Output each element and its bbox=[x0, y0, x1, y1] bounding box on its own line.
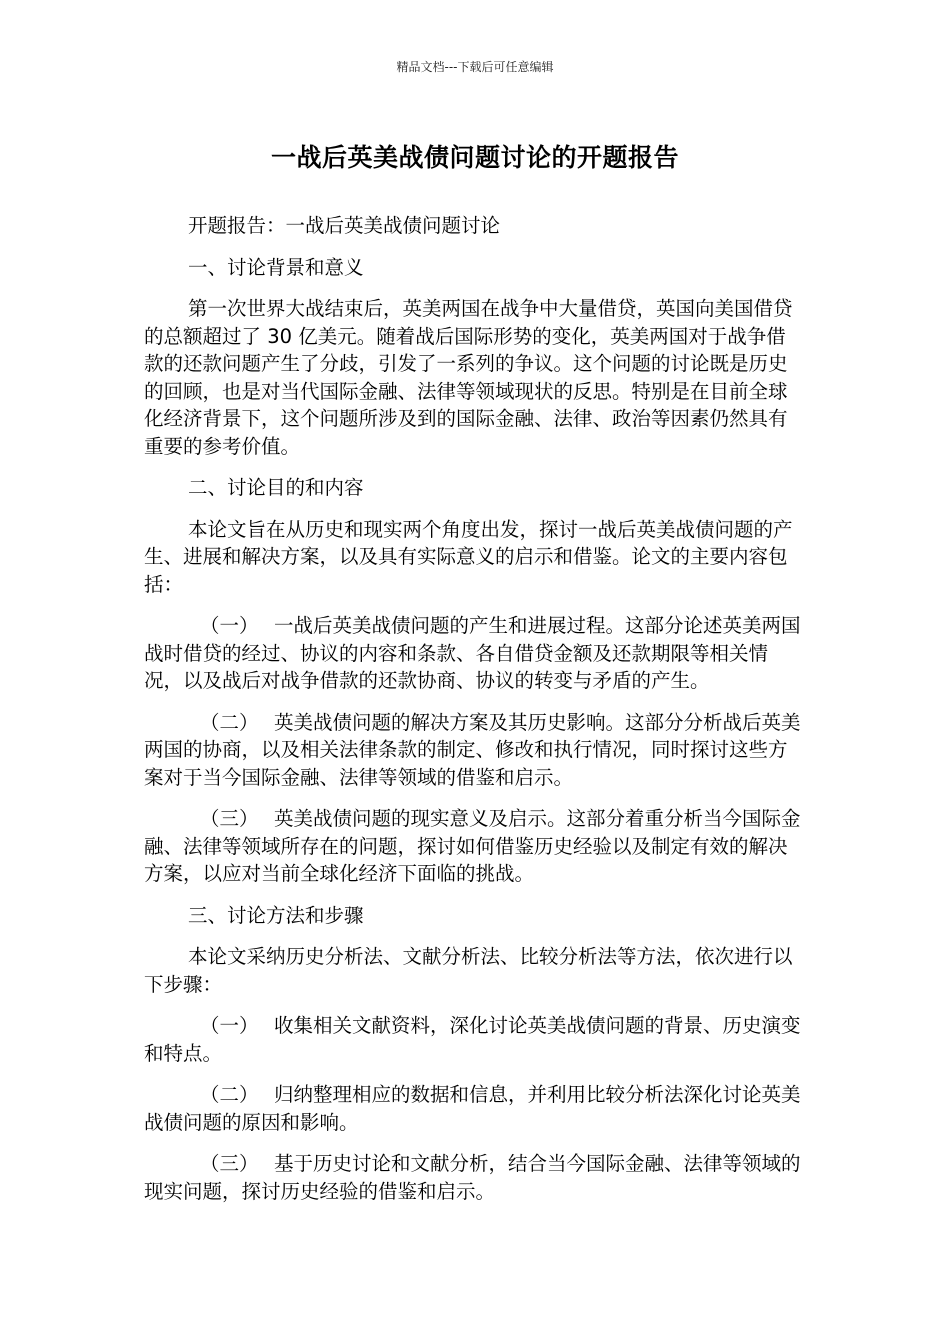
content-item bbox=[144, 805, 804, 888]
item-text: 英美战债问题的解决方案及其历史影响。这部分分析战后英美两国的协商，以及相关法律条款的制定、修改和执行情况，同时探讨这些方案对于当今国际金融、法律等领域的借鉴和启示。 bbox=[144, 710, 801, 789]
intro-line: 开题报告：一战后英美战债问题讨论 bbox=[188, 214, 501, 237]
document-title: 一战后英美战债问题讨论的开题报告 bbox=[270, 143, 679, 172]
section-heading-background: 一、讨论背景和意义 bbox=[188, 255, 364, 279]
item-text: 归纳整理相应的数据和信息，并利用比较分析法深化讨论英美战债问题的原因和影响。 bbox=[144, 1083, 801, 1134]
page-header: 精品文档---下载后可任意编辑 bbox=[396, 60, 554, 74]
content-item bbox=[144, 612, 804, 695]
section-heading-purpose: 二、讨论目的和内容 bbox=[188, 476, 364, 499]
section-heading-method: 三、讨论方法和步骤 bbox=[188, 903, 364, 927]
step-item bbox=[144, 1012, 804, 1067]
content-item bbox=[144, 709, 804, 792]
item-number: （三） bbox=[200, 807, 259, 830]
item-text: 英美战债问题的现实意义及启示。这部分着重分析当今国际金融、法律等领域所存在的问题，探讨如何借鉴历史经验以及制定有效的解决方案，以应对当前全球化经济下面临的挑战。 bbox=[144, 807, 801, 885]
item-text: 一战后英美战债问题的产生和进展过程。这部分论述英美两国战时借贷的经过、协议的内容和条款、各自借贷金额及还款期限等相关情况，以及战后对战争借款的还款协商、协议的转变与矛盾的产生。 bbox=[144, 614, 801, 692]
step-item bbox=[144, 1081, 804, 1136]
method-paragraph: 本论文采纳历史分析法、文献分析法、比较分析法等方法，依次进行以下步骤： bbox=[144, 945, 793, 996]
item-number: （二） bbox=[200, 710, 259, 734]
background-paragraph: 第一次世界大战结束后，英美两国在战争中大量借贷，英国向美国借贷的总额超过了 30 亿美元。随着战后国际形势的变化，英美两国对于战争借款的还款问题产生了分歧，引发了一系列的争议。这个问题的讨论既是历史的回顾，也是对当代国际金融、法律等领域现状的反思。特别是在目前全球化经济背景下，这个问题所涉及到的国际金融、法律、政治等因素仍然具有重要的参考价值。 bbox=[144, 297, 793, 458]
purpose-paragraph: 本论文旨在从历史和现实两个角度出发，探讨一战后英美战债问题的产生、进展和解决方案，以及具有实际意义的启示和借鉴。论文的主要内容包括： bbox=[144, 517, 793, 596]
item-text: 收集相关文献资料，深化讨论英美战债问题的背景、历史演变和特点。 bbox=[144, 1014, 801, 1065]
step-item bbox=[144, 1150, 804, 1205]
item-number: （二） bbox=[200, 1083, 259, 1106]
item-number: （一） bbox=[200, 1014, 259, 1037]
item-number: （一） bbox=[200, 614, 259, 637]
item-number: （三） bbox=[200, 1152, 259, 1175]
document-body bbox=[144, 212, 804, 1219]
item-text: 基于历史讨论和文献分析，结合当今国际金融、法律等领域的现实问题，探讨历史经验的借鉴和启示。 bbox=[144, 1152, 801, 1203]
